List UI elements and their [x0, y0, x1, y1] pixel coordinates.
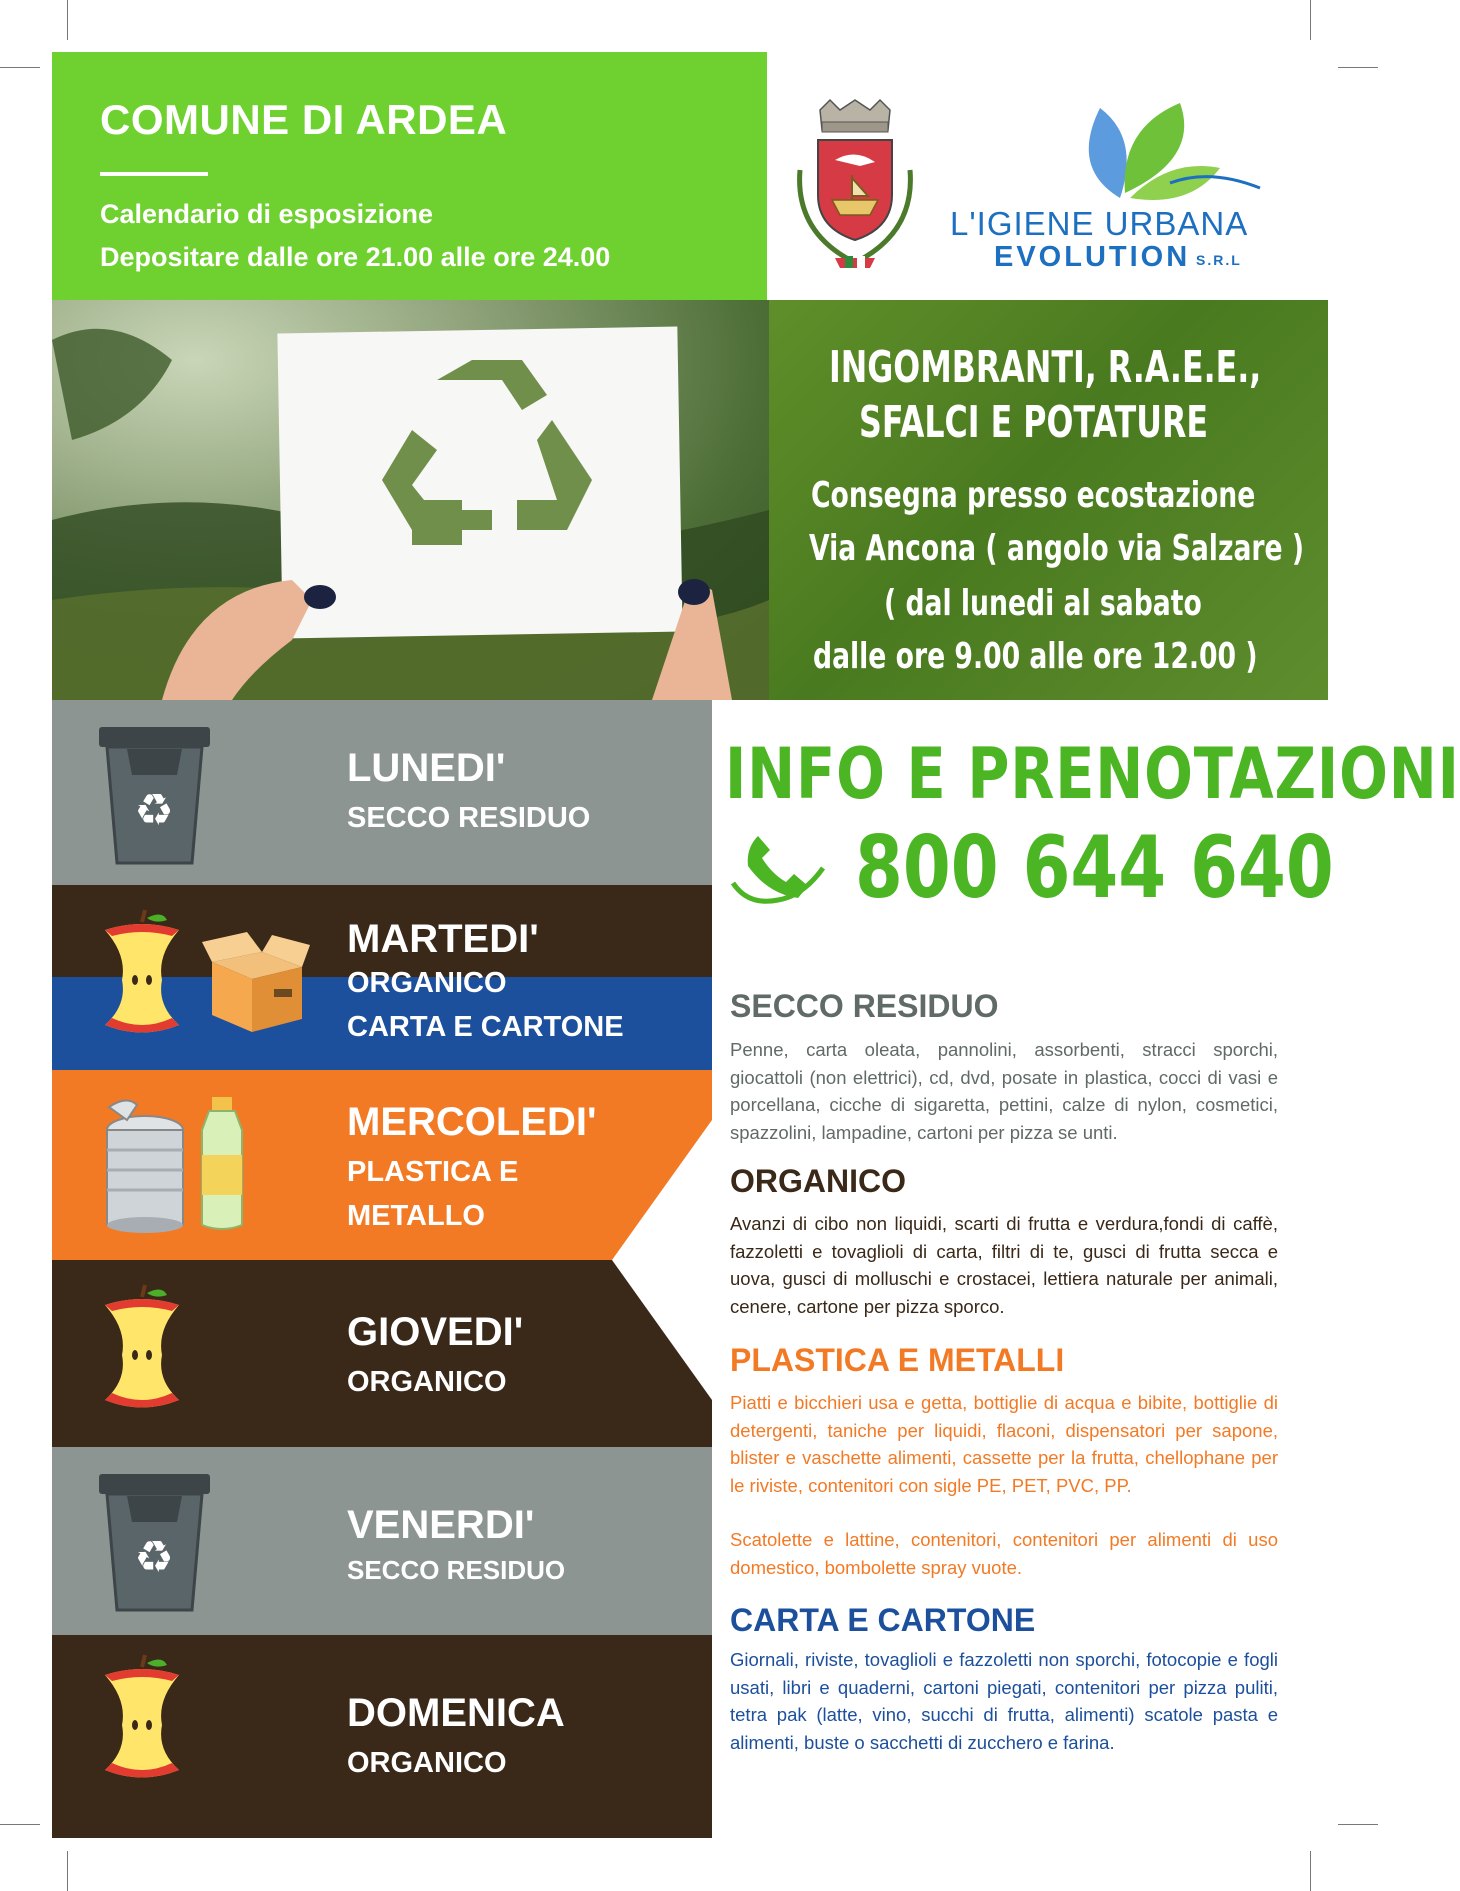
day-name: DOMENICA	[347, 1691, 565, 1735]
cardboard-box-icon	[202, 927, 312, 1037]
section-body-organico: Avanzi di cibo non liquidi, scarti di frutta e verdura,fondi di caffè, fazzoletti e tovaglioli di carta, filtri di te, gusci di frutta secca e uova, gusci di molluschi e crostacei, lettiera naturale per animali, cenere, cartone per pizza sporco.	[730, 1213, 1278, 1317]
day-name: MERCOLEDI'	[347, 1100, 597, 1144]
banner-hours: dalle ore 9.00 alle ore 12.00 )	[813, 636, 1258, 677]
phone-number[interactable]: 800 644 640	[855, 818, 1334, 918]
section-title-plastica: PLASTICA E METALLI	[730, 1342, 1065, 1378]
crop-mark	[67, 0, 68, 40]
section-body-plastica: Piatti e bicchieri usa e getta, bottiglie di acqua e bibite, bottiglie di detergenti, taniche per liquidi, flaconi, dispensatori per sapone, blister e vaschette alimenti, cassette per la frutta, chellophane per le riviste, contenitori con sigle PE, PET, PVC, PP.	[730, 1392, 1278, 1496]
day-name: LUNEDI'	[347, 746, 506, 790]
day-name: GIOVEDI'	[347, 1310, 524, 1354]
photo-scene	[52, 300, 769, 700]
waste-type: ORGANICO	[347, 967, 507, 999]
crop-mark	[1310, 0, 1311, 40]
apple-core-icon	[97, 1655, 187, 1790]
schedule-row-monday	[52, 700, 712, 885]
company-name-evolution: EVOLUTION	[994, 241, 1191, 273]
waste-type: ORGANICO	[347, 1747, 507, 1779]
trash-bin-icon	[97, 1472, 212, 1612]
crop-mark	[1338, 67, 1378, 68]
waste-type: CARTA E CARTONE	[347, 1011, 624, 1043]
section-body-secco: Penne, carta oleata, pannolini, assorbenti, stracci sporchi, giocattoli (non elettrici), cd, dvd, posate in plastica, cocci di vasi e porcellana, cicche di sigaretta, pettini, calze di nylon, cosmetici, spazzolini, lampadine, cartoni per pizza se unti.	[730, 1039, 1278, 1143]
apple-core-icon	[97, 910, 187, 1045]
waste-type: METALLO	[347, 1200, 485, 1232]
title-divider	[100, 172, 208, 176]
section-title-carta: CARTA E CARTONE	[730, 1602, 1036, 1638]
municipal-crest-icon	[790, 100, 920, 275]
company-name: L'IGIENE URBANA	[950, 205, 1249, 242]
apple-core-icon	[97, 1285, 187, 1420]
can-bottle-icon	[97, 1095, 257, 1235]
crop-mark	[0, 67, 40, 68]
schedule-row-tuesday	[52, 885, 712, 1070]
crop-mark	[67, 1851, 68, 1891]
crop-mark	[0, 1824, 40, 1825]
recycling-photo	[52, 300, 769, 700]
schedule-row-thursday	[52, 1260, 712, 1447]
waste-type: SECCO RESIDUO	[347, 802, 591, 834]
company-suffix: S.R.L	[1196, 252, 1242, 268]
waste-type: ORGANICO	[347, 1366, 507, 1398]
header-hours: Depositare dalle ore 21.00 alle ore 24.00	[100, 242, 611, 272]
crop-mark	[1310, 1851, 1311, 1891]
trash-bin-icon	[97, 725, 212, 865]
banner-address: Via Ancona ( angolo via Salzare )	[809, 528, 1305, 569]
day-name: MARTEDI'	[347, 917, 539, 961]
company-leaf-logo-icon	[1060, 98, 1290, 203]
bulky-waste-banner	[769, 300, 1328, 700]
page-title: COMUNE DI ARDEA	[100, 96, 508, 143]
schedule-row-friday	[52, 1447, 712, 1635]
banner-heading: SFALCI E POTATURE	[859, 397, 1208, 448]
section-body-plastica-2: Scatolette e lattine, contenitori, contenitori per alimenti di uso domestico, bombolette spray vuote.	[730, 1529, 1278, 1578]
section-title-organico: ORGANICO	[730, 1163, 906, 1199]
waste-type: SECCO RESIDUO	[347, 1555, 566, 1585]
banner-days: ( dal lunedi al sabato	[884, 583, 1202, 624]
phone-icon	[728, 828, 828, 908]
header-subtitle: Calendario di esposizione	[100, 199, 434, 229]
schedule-row-wednesday	[52, 1070, 712, 1260]
banner-text: Consegna presso ecostazione	[811, 475, 1256, 516]
waste-type: PLASTICA E	[347, 1156, 519, 1188]
crop-mark	[1338, 1824, 1378, 1825]
banner-heading: INGOMBRANTI, R.A.E.E.,	[829, 342, 1262, 393]
schedule-row-sunday	[52, 1635, 712, 1838]
section-body-carta: Giornali, riviste, tovaglioli e fazzoletti non sporchi, fotocopie e fogli usati, libri e quaderni, cartoni piegati, contenitori per pizza puliti, tetra pak (latte, vino, succhi di frutta, alimenti) scatole pasta e alimenti, buste o sacchetti di zucchero e farina.	[730, 1649, 1278, 1753]
section-title-secco: SECCO RESIDUO	[730, 988, 999, 1024]
svg-text:♻: ♻	[134, 1532, 174, 1583]
day-name: VENERDI'	[347, 1503, 535, 1547]
info-heading: INFO E PRENOTAZIONI	[725, 733, 1460, 815]
svg-text:♻: ♻	[134, 785, 174, 836]
